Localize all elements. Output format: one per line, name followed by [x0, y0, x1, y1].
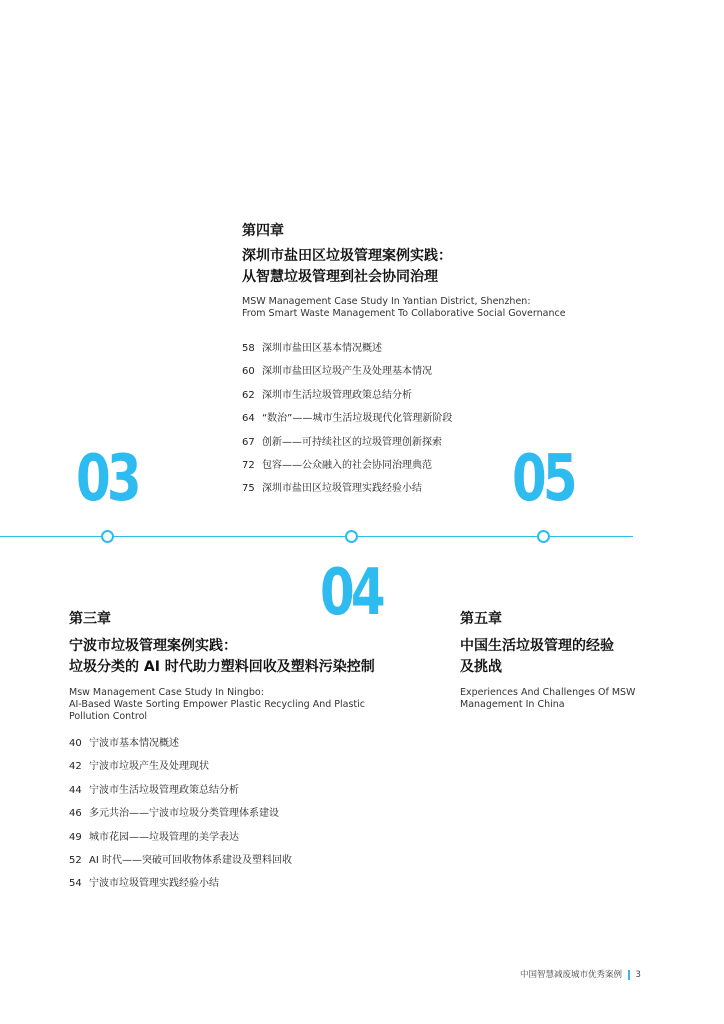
toc-page-number: 64 — [242, 413, 255, 425]
toc-page-number: 42 — [69, 761, 82, 773]
toc-item-text: 宁波市生活垃圾管理政策总结分析 — [89, 784, 239, 796]
toc-item-text: 深圳市生活垃圾管理政策总结分析 — [262, 389, 412, 401]
chapter-4-section — [242, 220, 662, 506]
page-number: 3 — [635, 970, 641, 980]
chapter-3-english-line-1: Msw Management Case Study In Ningbo: — [69, 687, 264, 698]
chapter-3-title-line-2: 垃圾分类的 AI 时代助力塑料回收及塑料污染控制 — [69, 659, 375, 675]
toc-item[interactable] — [69, 854, 429, 877]
toc-item[interactable] — [69, 807, 429, 830]
chapter-4-title-line-1: 深圳市盐田区垃圾管理案例实践： — [242, 248, 452, 264]
toc-item-text: 深圳市盐田区垃圾产生及处理基本情况 — [262, 366, 432, 378]
toc-item-text: 城市花园——垃圾管理的美学表达 — [89, 831, 239, 843]
chapter-3-english-line-2: AI-Based Waste Sorting Empower Plastic Recycling And Plastic — [69, 699, 366, 710]
toc-page-number: 46 — [69, 808, 82, 820]
chapter-5-title — [460, 636, 680, 678]
toc-item-text: 多元共治——宁波市垃圾分类管理体系建设 — [89, 808, 279, 820]
toc-page-number: 67 — [242, 436, 255, 448]
toc-item-text: 宁波市基本情况概述 — [89, 738, 179, 749]
chapter-3-english-title — [69, 687, 429, 723]
toc-item-text: “数治”——城市生活垃圾现代化管理新阶段 — [262, 413, 453, 425]
chapter-4-title — [242, 246, 662, 288]
toc-item[interactable] — [242, 459, 662, 482]
chapter-5-title-line-2: 及挑战 — [460, 659, 502, 675]
toc-item-text: 深圳市盐田区基本情况概述 — [262, 343, 382, 354]
toc-page-number: 52 — [69, 854, 82, 866]
chapter-3-title — [69, 636, 429, 678]
toc-page-number: 58 — [242, 343, 255, 354]
chapter-4-english-line-2: From Smart Waste Management To Collaborative Social Governance — [242, 308, 566, 319]
chapter-4-english-title — [242, 296, 662, 320]
chapter-3-toc — [69, 737, 429, 901]
toc-item[interactable] — [242, 436, 662, 459]
toc-page-number: 60 — [242, 366, 255, 378]
toc-item-text: 宁波市垃圾管理实践经验小结 — [89, 878, 219, 890]
toc-page-number: 75 — [242, 483, 255, 495]
chapter-5-section — [460, 608, 680, 711]
toc-item[interactable] — [69, 784, 429, 807]
chapter-number-05: 05 — [512, 442, 574, 516]
toc-item[interactable] — [242, 389, 662, 412]
timeline-node-03 — [101, 530, 114, 543]
chapter-5-title-line-1: 中国生活垃圾管理的经验 — [460, 638, 614, 654]
chapter-number-04: 04 — [320, 556, 382, 630]
chapter-3-section — [69, 608, 429, 901]
toc-item[interactable] — [69, 877, 429, 900]
toc-page-number: 62 — [242, 389, 255, 401]
toc-page-number: 54 — [69, 878, 82, 890]
chapter-4-toc — [242, 342, 662, 506]
toc-item[interactable] — [242, 482, 662, 505]
toc-item[interactable] — [69, 760, 429, 783]
toc-item-text: 创新——可持续社区的垃圾管理创新探索 — [262, 436, 442, 448]
timeline-node-04 — [345, 530, 358, 543]
chapter-4-label: 第四章 — [242, 223, 284, 239]
chapter-5-english-line-2: Management In China — [460, 699, 565, 710]
chapter-5-english-title — [460, 687, 680, 711]
toc-item-text: AI 时代——突破可回收物体系建设及塑料回收 — [89, 854, 292, 866]
toc-page-number: 44 — [69, 784, 82, 796]
chapter-number-03: 03 — [76, 442, 138, 516]
timeline-node-05 — [537, 530, 550, 543]
page-footer — [520, 968, 670, 980]
chapter-5-english-line-1: Experiences And Challenges Of MSW — [460, 687, 636, 698]
toc-item[interactable] — [242, 365, 662, 388]
toc-item[interactable] — [242, 412, 662, 435]
footer-separator — [628, 970, 630, 980]
toc-page-number: 72 — [242, 459, 255, 471]
toc-item-text: 深圳市盐田区垃圾管理实践经验小结 — [262, 483, 422, 495]
toc-item[interactable] — [69, 831, 429, 854]
toc-page-number: 49 — [69, 831, 82, 843]
toc-item[interactable] — [242, 342, 662, 365]
toc-item[interactable] — [69, 737, 429, 760]
chapter-3-english-line-3: Pollution Control — [69, 711, 148, 722]
toc-item-text: 包容——公众融入的社会协同治理典范 — [262, 459, 432, 471]
footer-title: 中国智慧减废城市优秀案例 — [520, 970, 623, 980]
toc-item-text: 宁波市垃圾产生及处理现状 — [89, 761, 209, 773]
chapter-4-title-line-2: 从智慧垃圾管理到社会协同治理 — [242, 269, 438, 285]
chapter-3-title-line-1: 宁波市垃圾管理案例实践： — [69, 638, 237, 654]
chapter-5-label: 第五章 — [460, 611, 502, 627]
chapter-3-label: 第三章 — [69, 611, 111, 627]
toc-page-number: 40 — [69, 738, 82, 749]
chapter-4-english-line-1: MSW Management Case Study In Yantian District, Shenzhen: — [242, 296, 531, 307]
